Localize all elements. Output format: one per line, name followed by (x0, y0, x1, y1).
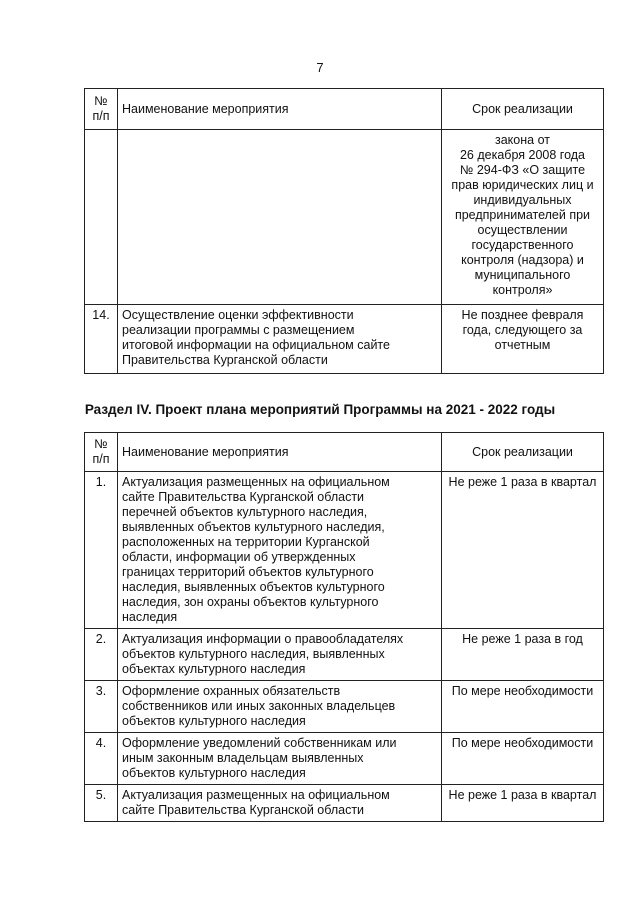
table-header-row (85, 433, 604, 472)
table-row (85, 130, 604, 305)
row-term: закона от 26 декабря 2008 года № 294-ФЗ «О защите прав юридических лиц и индивидуальных предпринимателей при осуществлении государственного контроля (надзора) и муниципального контроля» (442, 130, 604, 305)
table-row (85, 681, 604, 733)
header-term: Срок реализации (442, 433, 604, 472)
row-name: Оформление уведомлений собственникам или иным законным владельцам выявленных объектов культурного наследия (118, 733, 442, 785)
row-name: Актуализация информации о правообладателях объектов культурного наследия, выявленных объектах культурного наследия (118, 629, 442, 681)
row-num: 2. (85, 629, 118, 681)
table-row (85, 305, 604, 374)
row-num: 1. (85, 472, 118, 629)
plan-table-2021-2022 (84, 432, 604, 822)
row-term: Не реже 1 раза в квартал (442, 785, 604, 822)
page-number: 7 (316, 60, 324, 75)
row-term: Не позднее февраля года, следующего за отчетным (442, 305, 604, 374)
row-num: 4. (85, 733, 118, 785)
row-num: 3. (85, 681, 118, 733)
row-term: По мере необходимости (442, 681, 604, 733)
header-term: Срок реализации (442, 89, 604, 130)
table-row (85, 785, 604, 822)
row-term: Не реже 1 раза в квартал (442, 472, 604, 629)
header-num: № п/п (85, 89, 118, 130)
row-name: Осуществление оценки эффективности реализации программы с размещением итоговой информации на официальном сайте Правительства Курганской области (118, 305, 442, 374)
row-num: 14. (85, 305, 118, 374)
header-name: Наименование мероприятия (118, 433, 442, 472)
plan-table-continued (84, 88, 604, 374)
row-term: По мере необходимости (442, 733, 604, 785)
row-num: 5. (85, 785, 118, 822)
table-header-row (85, 89, 604, 130)
header-num: № п/п (85, 433, 118, 472)
row-num (85, 130, 118, 305)
header-name: Наименование мероприятия (118, 89, 442, 130)
row-term: Не реже 1 раза в год (442, 629, 604, 681)
section-title: Раздел IV. Проект плана мероприятий Программы на 2021 - 2022 годы (84, 402, 556, 417)
row-name: Актуализация размещенных на официальном сайте Правительства Курганской области (118, 785, 442, 822)
table-row (85, 472, 604, 629)
table-row (85, 629, 604, 681)
row-name: Оформление охранных обязательств собственников или иных законных владельцев объектов культурного наследия (118, 681, 442, 733)
table-row (85, 733, 604, 785)
row-name: Актуализация размещенных на официальном сайте Правительства Курганской области перечней объектов культурного наследия, выявленных объектов культурного наследия, расположенных на территории Курганской области, информации об утвержденных границах территорий объектов культурного наследия, выявленных объектов культурного наследия, зон охраны объектов культурного наследия (118, 472, 442, 629)
row-name (118, 130, 442, 305)
